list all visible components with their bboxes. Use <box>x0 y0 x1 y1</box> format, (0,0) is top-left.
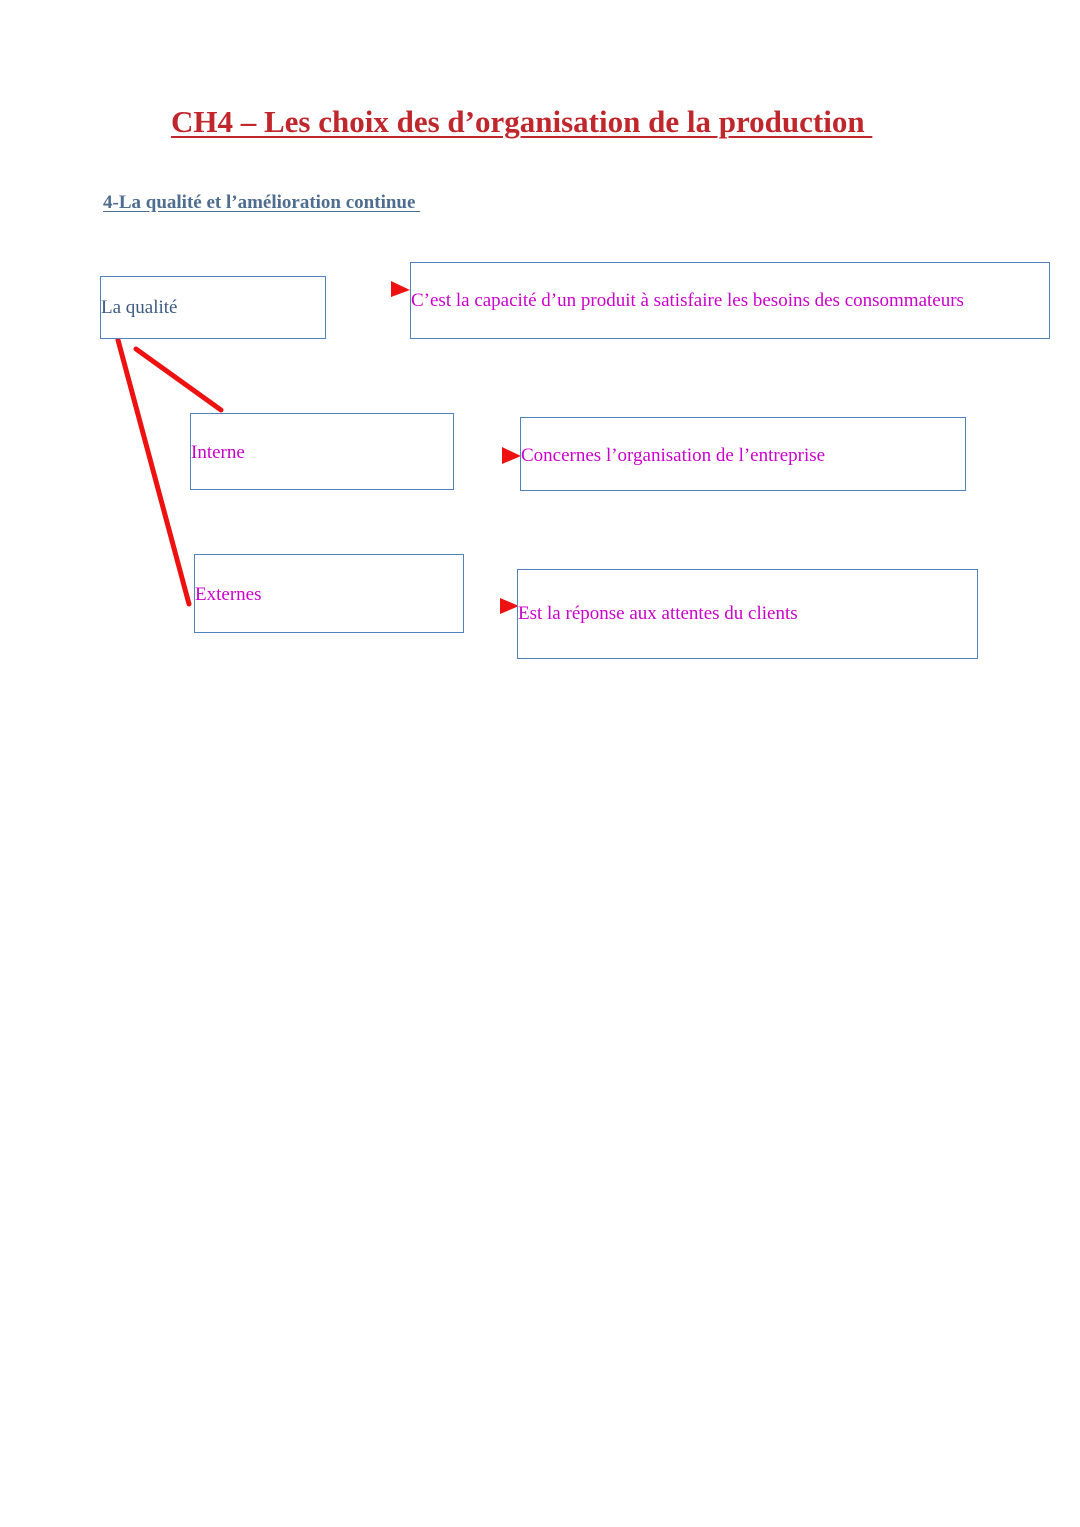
root-box <box>100 276 326 339</box>
branch-definition-box-externes <box>517 569 978 659</box>
branch-definition-externes: Est la réponse aux attentes du clients <box>518 603 798 624</box>
branch-box-externes <box>194 554 464 633</box>
branch-label-interne: Interne <box>191 442 245 463</box>
page-title: CH4 – Les choix des d’organisation de la production <box>171 104 873 139</box>
root-definition-text: C’est la capacité d’un produit à satisfaire les besoins des consommateurs <box>411 290 964 311</box>
section-heading: 4-La qualité et l’amélioration continue <box>103 192 421 213</box>
branch-label-externes: Externes <box>195 584 262 605</box>
connector-line-interne <box>136 349 221 410</box>
arrow-marker-root <box>391 281 410 297</box>
arrow-marker-interne <box>502 447 521 464</box>
branch-definition-interne: Concernes l’organisation de l’entreprise <box>521 445 826 466</box>
root-definition-box <box>410 262 1050 339</box>
branch-box-interne <box>190 413 454 490</box>
root-label: La qualité <box>101 297 178 318</box>
branch-definition-box-interne <box>520 417 966 491</box>
